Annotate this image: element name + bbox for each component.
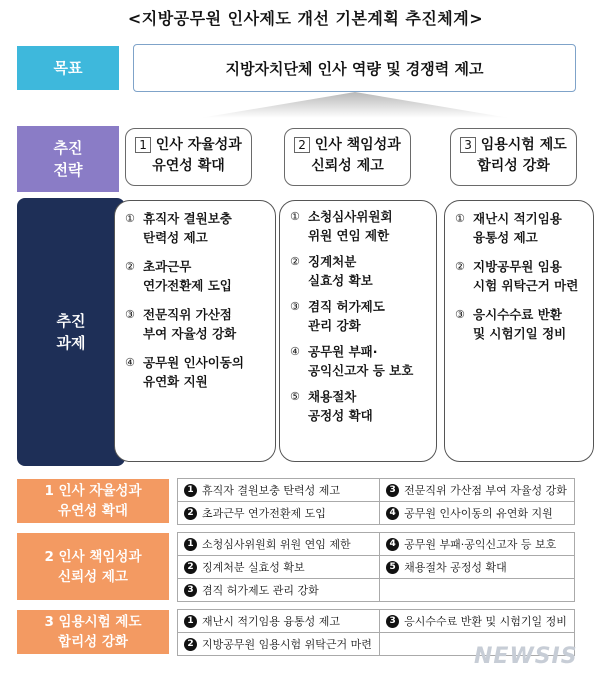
summary-text: 징계처분 실효성 확보 — [202, 560, 305, 574]
task-number: ① — [290, 210, 300, 223]
summary-text: 휴직자 결원보충 탄력성 제고 — [202, 483, 341, 497]
task-number: ② — [125, 260, 135, 273]
summary-text: 지방공무원 임용시험 위탁근거 마련 — [202, 637, 372, 651]
goal-label: 목표 — [17, 46, 119, 90]
table-row — [16, 524, 575, 532]
task-number: ④ — [125, 356, 135, 369]
task-item — [290, 252, 430, 290]
task-item — [125, 257, 269, 295]
task-item — [455, 305, 587, 343]
summary-category-2: 2 인사 책임성과 신뢰성 제고 — [16, 532, 170, 601]
summary-cell — [380, 555, 575, 578]
task-text: 겸직 허가제도 관리 강화 — [308, 299, 385, 333]
table-row — [16, 609, 575, 632]
table-row — [16, 532, 575, 555]
summary-text: 공무원 인사이동의 유연화 지원 — [404, 506, 553, 520]
goal-box: 지방자치단체 인사 역량 및 경쟁력 제고 — [133, 44, 576, 92]
task-box-3 — [444, 200, 594, 462]
summary-text: 겸직 허가제도 관리 강화 — [202, 583, 319, 597]
task-number: ③ — [455, 308, 465, 321]
task-item — [455, 209, 587, 247]
summary-text: 공무원 부패·공익신고자 등 보호 — [404, 537, 557, 551]
number-badge: 3 — [386, 615, 399, 628]
task-text: 공무원 인사이동의 유연화 지원 — [143, 355, 244, 389]
number-badge: 4 — [386, 538, 399, 551]
spacer — [16, 601, 575, 609]
task-number: ② — [290, 255, 300, 268]
summary-cell — [178, 478, 380, 501]
task-text: 전문직위 가산점 부여 자율성 강화 — [143, 307, 237, 341]
task-number: ② — [455, 260, 465, 273]
task-item — [290, 387, 430, 425]
number-badge: 3 — [184, 584, 197, 597]
summary-text: 소청심사위원회 위원 연임 제한 — [202, 537, 351, 551]
task-number: ① — [455, 212, 465, 225]
task-item — [455, 257, 587, 295]
summary-cell — [380, 532, 575, 555]
task-number: ⑤ — [290, 390, 300, 403]
newsis-watermark: NEWSIS — [474, 644, 578, 669]
task-item — [290, 207, 430, 245]
summary-cell — [178, 578, 380, 601]
number-badge: 1 — [184, 484, 197, 497]
diagram-title: <지방공무원 인사제도 개선 기본계획 추진체계> — [127, 9, 484, 28]
task-number: ③ — [290, 300, 300, 313]
task-item — [125, 209, 269, 247]
summary-cell — [380, 609, 575, 632]
strategy-2-line2: 신뢰성 제고 — [311, 158, 384, 174]
summary-cell — [178, 555, 380, 578]
strategy-label: 추진 전략 — [17, 126, 119, 192]
number-badge: 2 — [184, 638, 197, 651]
number-badge: 1 — [184, 538, 197, 551]
task-box-1 — [114, 200, 276, 462]
number-badge: 2 — [184, 561, 197, 574]
strategy-2-number: 2 — [294, 137, 310, 153]
strategy-3-line2: 합리성 강화 — [477, 158, 550, 174]
task-text: 징계처분 실효성 확보 — [308, 254, 373, 288]
up-arrow-icon — [200, 92, 510, 118]
spacer — [16, 524, 575, 532]
number-badge: 3 — [386, 484, 399, 497]
number-badge: 5 — [386, 561, 399, 574]
summary-text: 재난시 적기임용 융통성 제고 — [202, 614, 341, 628]
summary-text: 응시수수료 반환 및 시험기일 정비 — [404, 614, 567, 628]
summary-text: 초과근무 연가전환제 도입 — [202, 506, 326, 520]
task-text: 휴직자 결원보충 탄력성 제고 — [143, 211, 232, 245]
number-badge: 4 — [386, 507, 399, 520]
task-number: ① — [125, 212, 135, 225]
table-row — [16, 478, 575, 501]
number-badge: 2 — [184, 507, 197, 520]
task-text: 재난시 적기임용 융통성 제고 — [473, 211, 562, 245]
summary-cell-empty — [380, 578, 575, 601]
summary-cell — [380, 478, 575, 501]
summary-category-3: 3 임용시험 제도 합리성 강화 — [16, 609, 170, 655]
summary-cell — [178, 532, 380, 555]
spacer — [170, 609, 178, 655]
summary-table — [15, 477, 575, 656]
task-number: ④ — [290, 345, 300, 358]
task-text: 채용절차 공정성 확대 — [308, 389, 373, 423]
strategy-1-line2: 유연성 확대 — [152, 158, 225, 174]
task-text: 공무원 부패· 공익신고자 등 보호 — [308, 344, 414, 378]
task-text: 소청심사위원회 위원 연임 제한 — [308, 209, 393, 243]
summary-cell — [178, 632, 380, 655]
summary-cell — [178, 609, 380, 632]
summary-text: 전문직위 가산점 부여 자율성 강화 — [404, 483, 567, 497]
task-number: ③ — [125, 308, 135, 321]
strategy-box-3 — [450, 128, 577, 186]
summary-cell — [178, 501, 380, 524]
spacer — [170, 532, 178, 601]
task-text: 초과근무 연가전환제 도입 — [143, 259, 232, 293]
task-box-2 — [279, 200, 437, 462]
strategy-3-line1: 임용시험 제도 — [480, 137, 567, 153]
summary-text: 채용절차 공정성 확대 — [404, 560, 507, 574]
strategy-3-number: 3 — [460, 137, 476, 153]
task-item — [125, 305, 269, 343]
summary-cell — [380, 501, 575, 524]
task-text: 지방공무원 임용 시험 위탁근거 마련 — [473, 259, 579, 293]
summary-category-1: 1 인사 자율성과 유연성 확대 — [16, 478, 170, 524]
strategy-box-2 — [284, 128, 411, 186]
strategy-1-number: 1 — [135, 137, 151, 153]
task-text: 응시수수료 반환 및 시험기일 정비 — [473, 307, 567, 341]
task-item — [125, 353, 269, 391]
task-item — [290, 342, 430, 380]
strategy-box-1 — [125, 128, 252, 186]
strategy-1-line1: 인사 자율성과 — [155, 137, 242, 153]
tasks-label: 추진 과제 — [17, 198, 125, 466]
strategy-2-line1: 인사 책임성과 — [314, 137, 401, 153]
task-item — [290, 297, 430, 335]
spacer — [170, 478, 178, 524]
number-badge: 1 — [184, 615, 197, 628]
table-row — [16, 601, 575, 609]
